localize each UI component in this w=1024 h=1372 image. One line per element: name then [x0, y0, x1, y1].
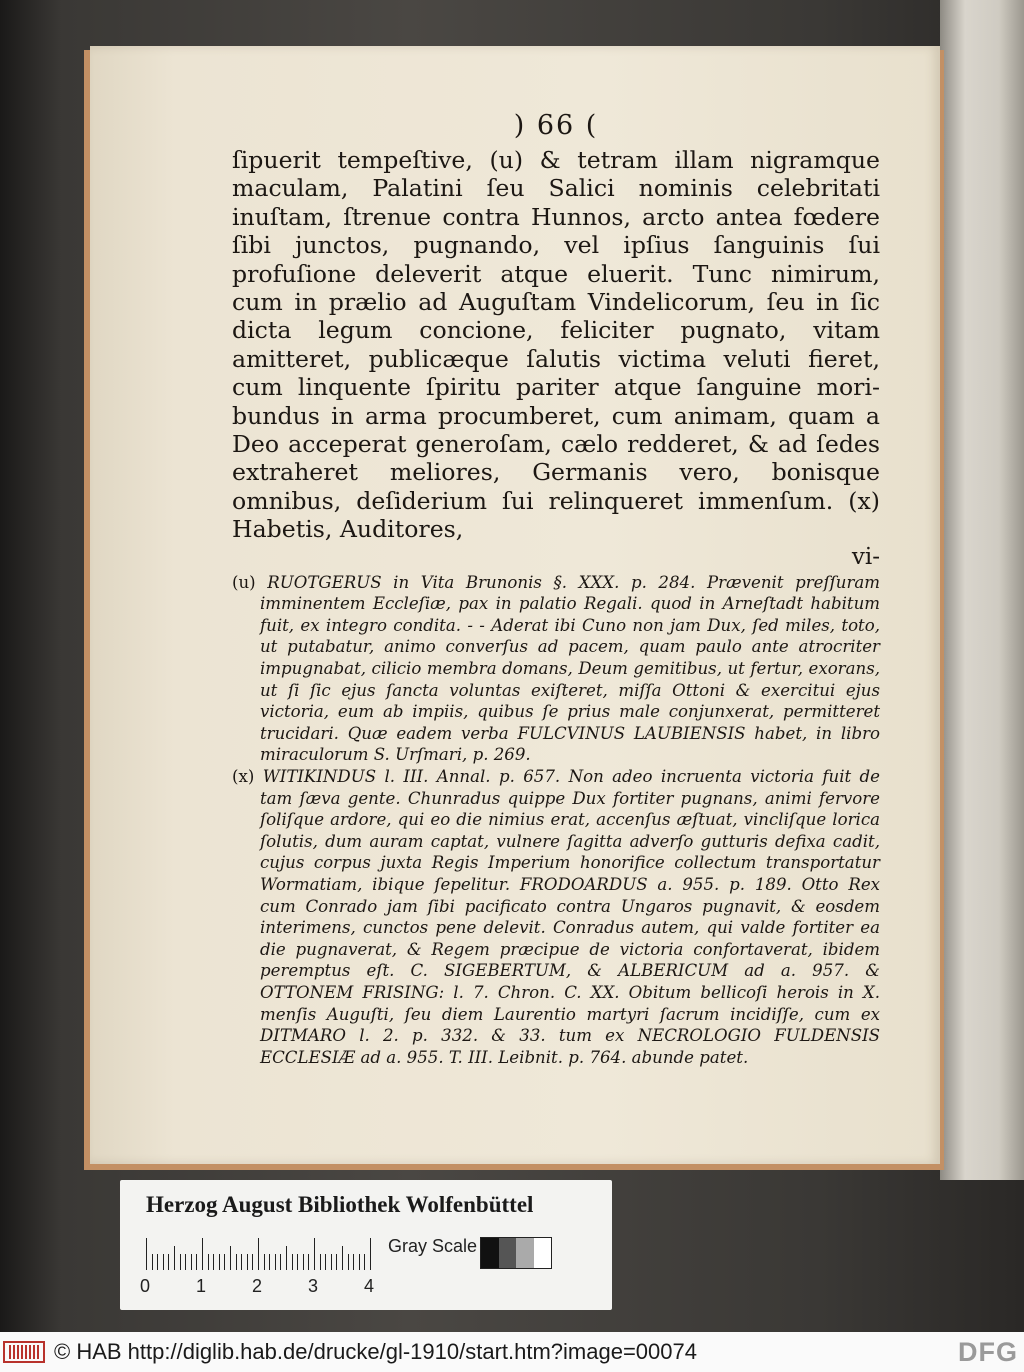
footnote-text: WITIKINDUS l. III. Annal. p. 657. Non adeo incruenta victoria fuit de tam ſæva gente. Chunradus quippe Dux fortiter pugnans, animi fervore ſoliſque ardore, qui eo die nimius erat, accenſus æſtuat, vincliſque lorica ſolutis, dum auram captat, vulnere ſagitta adverſo gutturis defixa cadit, cujus corpus juxta Regis Imperium honorifice collectum transportatur Wormatiam, ibique ſepelitur. FRODOARDUS a. 955. p. 189. Otto Rex cum Conrado jam ſibi pacificato contra Ungaros pugnavit, & eosdem interimens, cunctos pene delevit. Conradus autem, qui valde fortiter ea die pugnaverat, & Regem præcipue de victoria confortaverat, ibidem peremptus eſt. C. SIGEBERTUM, & ALBERICUM ad a. 957. & OTTONEM FRISING: l. 7. Chron. C. XX. Obitum bellicoſi herois in X. menſis Auguſti, ſeu diem Laurentio martyri ſacrum incidiſſe, cum ex DITMARO l. 2. p. 332. & 33. tum ex NECROLOGIO FULDENSIS ECCLESIÆ ad a. 955. T. III. Leibnit. p. 764. abunde patet. [260, 767, 880, 1067]
gray-swatch [534, 1238, 552, 1268]
dfg-logo: DFG [958, 1337, 1018, 1367]
ruler-tick [174, 1246, 175, 1270]
ruler-tick [308, 1254, 309, 1270]
ruler-tick [348, 1254, 349, 1270]
ruler-tick [224, 1254, 225, 1270]
ruler-tick [230, 1246, 231, 1270]
ruler-tick [325, 1254, 326, 1270]
gray-swatch [499, 1238, 517, 1268]
gray-swatch [516, 1238, 534, 1268]
footnote-mark: (u) [232, 572, 256, 592]
catchword: vi- [851, 543, 880, 570]
ruler-tick [157, 1254, 158, 1270]
ruler-tick [152, 1254, 153, 1270]
ruler-tick [247, 1254, 248, 1270]
ruler-tick [219, 1254, 220, 1270]
gray-scale-label: Gray Scale [388, 1236, 478, 1256]
footer-bar [0, 1332, 1024, 1372]
ruler-tick [275, 1254, 276, 1270]
page-text-block [232, 108, 880, 1068]
ruler-tick [264, 1254, 265, 1270]
ruler-tick [297, 1254, 298, 1270]
ruler-tick [213, 1254, 214, 1270]
ruler-tick [269, 1254, 270, 1270]
footnote-mark: (x) [232, 767, 255, 787]
ruler-number: 4 [364, 1276, 375, 1296]
ruler-tick [168, 1254, 169, 1270]
ruler-tick [146, 1238, 147, 1270]
ruler-tick [342, 1246, 343, 1270]
color-calibration-ruler [120, 1180, 612, 1310]
ruler-tick [331, 1254, 332, 1270]
ruler-tick [353, 1254, 354, 1270]
ruler-number: 0 [140, 1276, 151, 1296]
book-right-page [940, 0, 1024, 1180]
ruler-tick [280, 1254, 281, 1270]
ruler-tick [196, 1254, 197, 1270]
ruler-tick [364, 1254, 365, 1270]
ruler-title: Herzog August Bibliothek Wolfenbüttel [146, 1192, 534, 1217]
gray-swatch [481, 1238, 499, 1268]
ruler-tick [252, 1254, 253, 1270]
hab-logo-icon [2, 1340, 46, 1364]
ruler-tick [320, 1254, 321, 1270]
copyright-link[interactable]: © HAB http://diglib.hab.de/drucke/gl-1910/start.htm?image=00074 [54, 1339, 697, 1364]
ruler-ticks [146, 1238, 376, 1270]
ruler-tick [202, 1238, 203, 1270]
ruler-tick [314, 1238, 315, 1270]
ruler-tick [191, 1254, 192, 1270]
ruler-tick [236, 1254, 237, 1270]
ruler-tick [180, 1254, 181, 1270]
ruler-tick [303, 1254, 304, 1270]
ruler-number: 2 [252, 1276, 263, 1296]
ruler-number: 3 [308, 1276, 319, 1296]
gray-scale-swatch [480, 1237, 552, 1269]
ruler-tick [258, 1238, 259, 1270]
page-number: ) 66 ( [513, 110, 599, 141]
ruler-tick [163, 1254, 164, 1270]
ruler-tick [241, 1254, 242, 1270]
ruler-tick [336, 1254, 337, 1270]
ruler-tick [208, 1254, 209, 1270]
footnote-x [232, 766, 880, 1068]
main-paragraph: ſipuerit tempeſtive, (u) & tetram illam nigramque maculam, Palatini ſeu Salici nominis celebritati inuſtam, ſtrenue contra Hunnos, arcto antea fœdere ſibi junctos, pugnando, vel ipſius ſanguinis ſui profuſione deleverit atque eluerit. Tunc nimirum, cum in prælio ad Auguſtam Vindelicorum, ſeu in ſic dicta legum concione, feliciter pugnato, vitam amitteret, publicæque ſalutis victima veluti fieret, cum linquente ſpiritu pariter atque ſanguine moribundus in arma procumberet, cum animam, quam a Deo acceperat generoſam, cælo redderet, & ad ſedes extraheret meliores, Germanis vero, bonisque omnibus, deſiderium ſui relinqueret immenſum. (x) Habetis, Auditores, [232, 146, 880, 544]
ruler-tick [185, 1254, 186, 1270]
ruler-number: 1 [196, 1276, 207, 1296]
footnote-u [232, 572, 880, 766]
ruler-tick [370, 1238, 371, 1270]
ruler-tick [286, 1246, 287, 1270]
ruler-tick [359, 1254, 360, 1270]
ruler-tick [292, 1254, 293, 1270]
footnote-text: RUOTGERUS in Vita Brunonis §. XXX. p. 284. Prævenit preſſuram imminentem Eccleſiæ, pax in palatio Regali. quod in Arneſtadt habitum fuit, ex integro condita. - - Aderat ibi Cuno non jam Dux, ſed miles, toto, ut putabatur, animo converſus ad pacem, quam paulo ante atrocriter impugnabat, cilicio membra domans, Deum gemitibus, ut fertur, exorans, ut ſi ſic ejus ſancta voluntas exiſteret, miſſa Ottoni & exercitui ejus victoria, eum ab impiis, quibus ſe prius male conjunxerat, permitteret trucidari. Quæ eadem verba FULCVINUS LAUBIENSIS habet, in libro miraculorum S. Urſmari, p. 269. [260, 572, 880, 765]
